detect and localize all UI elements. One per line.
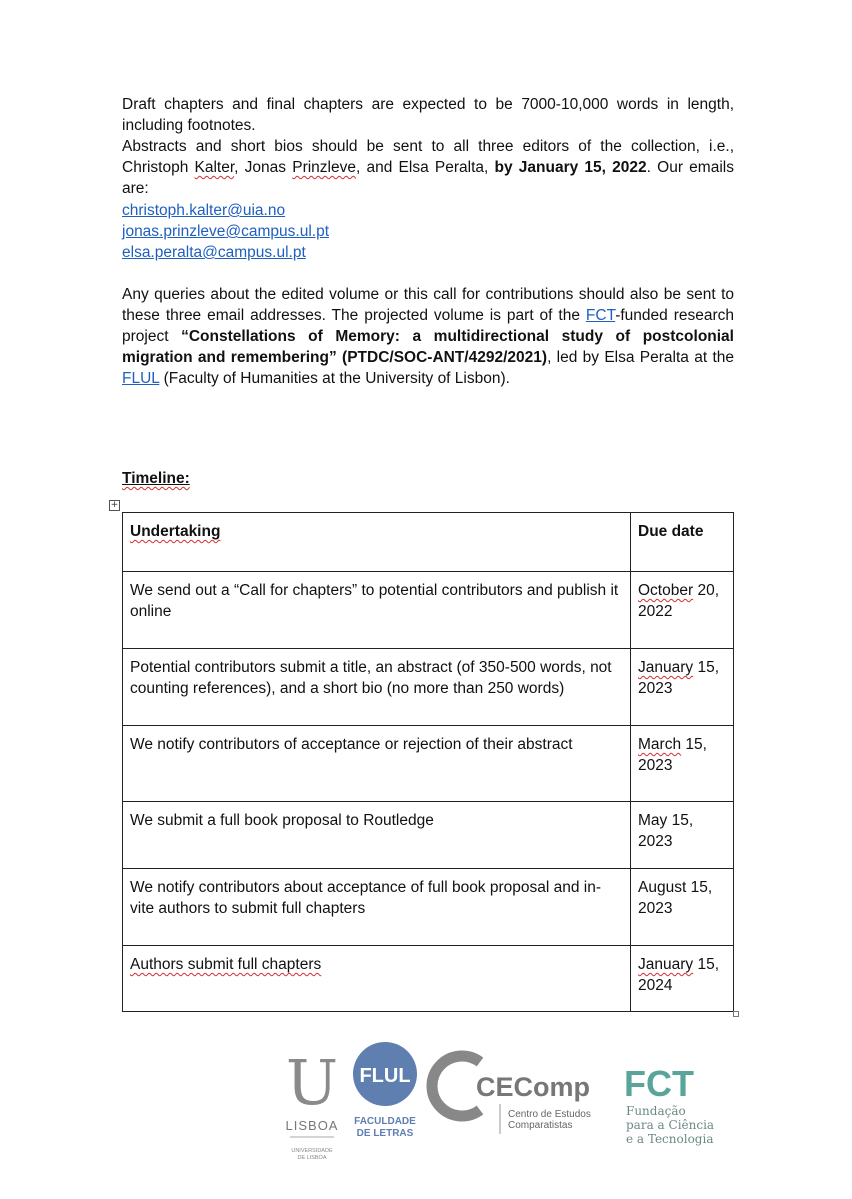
flul-badge-text: FLUL [359, 1065, 411, 1087]
queries-text-2: -funded research project [122, 307, 734, 345]
header-undertaking [123, 513, 631, 572]
date-month: January [638, 659, 694, 676]
email-link-peralta[interactable]: elsa.peralta@campus.ul.pt [122, 244, 306, 261]
email-link-kalter[interactable]: christoph.kalter@uia.no [122, 202, 286, 219]
fct-mark: FCT [624, 1063, 694, 1104]
table-row [123, 572, 734, 649]
fct-link[interactable]: FCT [585, 307, 616, 324]
task-cell: We submit a full book proposal to Routledge [123, 802, 631, 869]
ulisboa-name: LISBOA [285, 1118, 339, 1133]
editor-name-kalter: Kalter [194, 159, 235, 176]
header-due-date-label: Due date [638, 523, 704, 540]
date-rest: 15, 2024 [638, 956, 720, 994]
cecomp-line2: Comparatistas [508, 1120, 573, 1131]
institution-logos [280, 1040, 740, 1190]
timeline-table [122, 512, 734, 1012]
cecomp-logo [432, 1056, 591, 1134]
table-row [123, 802, 734, 869]
fct-logo [624, 1063, 714, 1146]
date-month: March [638, 736, 682, 753]
date-rest: 15, 2023 [638, 659, 720, 697]
date-rest: 15, 2023 [638, 736, 707, 774]
table-row [123, 649, 734, 726]
table-resize-handle[interactable] [733, 1011, 739, 1017]
fct-line3: e a Tecnologia [626, 1132, 714, 1146]
timeline-heading-text: Timeline: [122, 470, 190, 487]
queries-paragraph [122, 284, 734, 389]
flul-line2: DE LETRAS [356, 1128, 414, 1139]
ulisboa-sub1: UNIVERSIDADE [291, 1148, 333, 1154]
header-due-date [631, 513, 734, 572]
date-cell [631, 726, 734, 802]
editor-name-prinzleve: Prinzleve [292, 159, 356, 176]
length-text: Draft chapters and final chapters are expected to be 7000-10,000 words in length, including footnotes. [122, 96, 734, 134]
submission-paragraph [122, 136, 734, 199]
flul-logo [353, 1042, 417, 1139]
date-month: May [638, 812, 668, 829]
length-paragraph [122, 94, 734, 136]
submission-text-start: Abstracts and short bios should be sent to all three editors of the collection, i.e., Christoph [122, 138, 734, 176]
flul-line1: FACULDADE [354, 1116, 416, 1127]
table-row [123, 869, 734, 946]
queries-text-3: , led by Elsa Peralta at the [547, 349, 735, 366]
date-rest: 20, 2022 [638, 582, 719, 620]
date-month: January [638, 956, 694, 973]
project-title: “Constellations of Memory: a multidirectional study of postcolonial migration and remembering” (PTDC/SOC-ANT/4292/2021) [122, 328, 734, 366]
date-month: August [638, 879, 687, 896]
task-cell [123, 946, 631, 1012]
queries-text-4: (Faculty of Humanities at the University of Lisbon). [159, 370, 510, 387]
fct-line1: Fundação [626, 1104, 686, 1118]
table-header-row [123, 513, 734, 572]
table-move-handle-icon[interactable]: + [110, 500, 119, 510]
abstract-deadline: by January 15, 2022 [494, 159, 647, 176]
header-undertaking-label: Undertaking [130, 523, 221, 540]
table-row [123, 946, 734, 1012]
fct-line2: para a Ciência [626, 1118, 715, 1132]
email-list [122, 200, 329, 263]
ulisboa-logo [286, 1046, 339, 1161]
ulisboa-sub2: DE LISBOA [297, 1155, 327, 1161]
date-month: October [638, 582, 694, 599]
cecomp-mark: CEComp [476, 1072, 590, 1102]
cecomp-line1: Centro de Estudos [508, 1109, 591, 1120]
date-cell [631, 649, 734, 726]
date-cell [631, 946, 734, 1012]
date-rest: 15, 2023 [638, 812, 694, 850]
task-cell: We send out a “Call for chapters” to potential contributors and publish it online [123, 572, 631, 649]
timeline-heading [122, 470, 190, 488]
date-rest: 15, 2023 [638, 879, 713, 917]
task-cell: Potential contributors submit a title, an abstract (of 350-500 words, not counting references), and a short bio (no more than 250 words) [123, 649, 631, 726]
table-row [123, 726, 734, 802]
flul-link[interactable]: FLUL [122, 370, 160, 387]
submission-text-end: . Our emails are: [122, 159, 734, 197]
task-cell: We notify contributors of acceptance or rejection of their abstract [123, 726, 631, 802]
task-cell: We notify contributors about acceptance of full book proposal and in-vite authors to submit full chapters [123, 869, 631, 946]
task-text: Authors submit full chapters [130, 956, 322, 973]
date-cell [631, 869, 734, 946]
email-link-prinzleve[interactable]: jonas.prinzleve@campus.ul.pt [122, 223, 330, 240]
date-cell [631, 802, 734, 869]
date-cell [631, 572, 734, 649]
queries-text-1: Any queries about the edited volume or this call for contributions should also be sent to these three email addresses. The projected volume is part of the [122, 286, 734, 324]
submission-text-and: , and Elsa Peralta, [355, 159, 495, 176]
submission-text-mid: , Jonas [234, 159, 293, 176]
ulisboa-u-mark: U [285, 1046, 339, 1119]
